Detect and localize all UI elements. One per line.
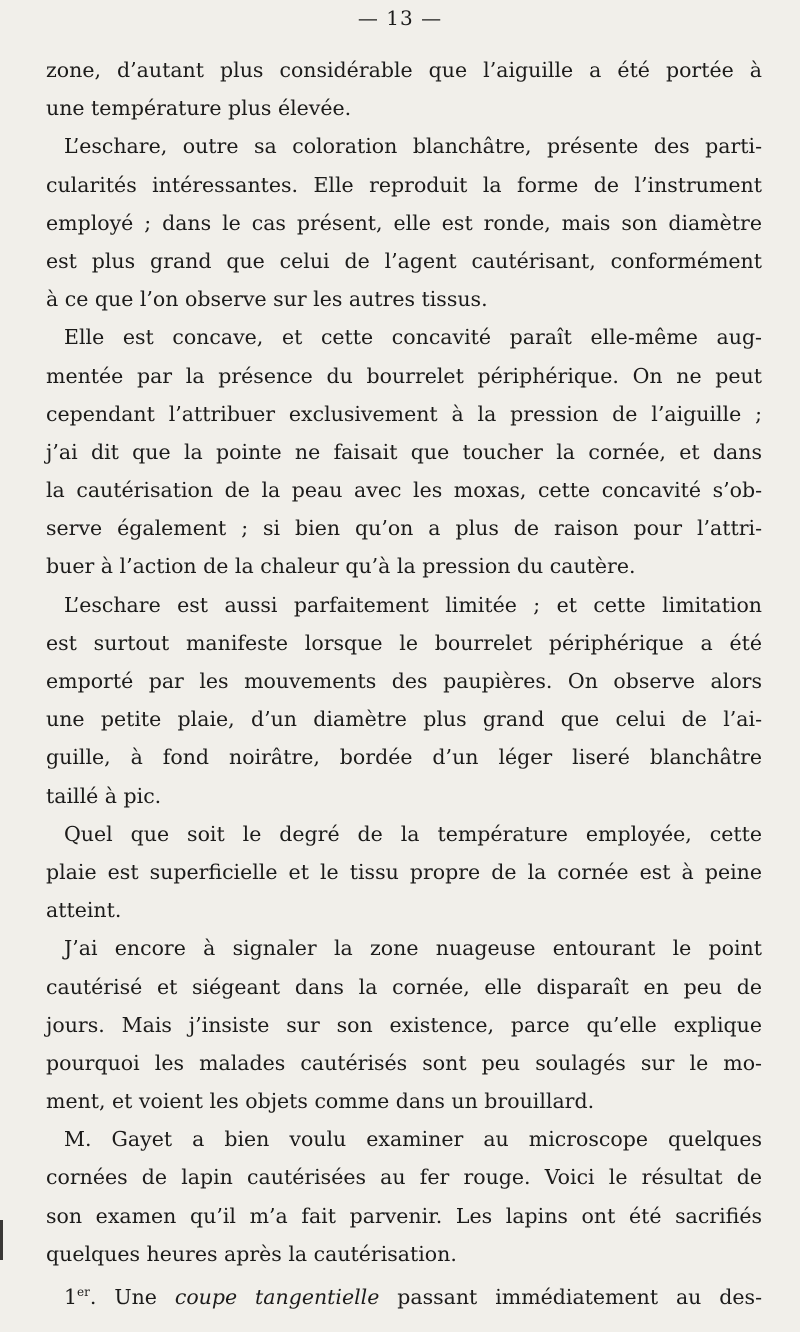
text-line: une température plus élevée. xyxy=(46,96,352,121)
text-line: cularités intéressantes. Elle reproduit la forme de l’instrument xyxy=(46,172,762,197)
text-line: buer à l’action de la chaleur qu’à la pression du cautère. xyxy=(46,554,636,579)
list-number: 1 xyxy=(64,1285,78,1309)
text-line: à ce que l’on observe sur les autres tissus. xyxy=(46,287,488,312)
last-line-text-after: passant immédiatement au des- xyxy=(379,1285,762,1309)
text-line: cornées de lapin cautérisées au fer rouge. Voici le résultat de xyxy=(46,1165,762,1190)
text-line: employé ; dans le cas présent, elle est ronde, mais son diamètre xyxy=(46,210,762,235)
body-text xyxy=(46,51,762,1311)
last-line-text-before: Une xyxy=(114,1285,175,1309)
text-line: pourquoi les malades cautérisés sont peu soulagés sur le mo- xyxy=(46,1050,762,1075)
text-line: jours. Mais j’insiste sur son existence, parce qu’elle explique xyxy=(46,1012,762,1037)
text-line: quelques heures après la cautérisation. xyxy=(46,1241,457,1266)
text-line: j’ai dit que la pointe ne faisait que toucher la cornée, et dans xyxy=(46,439,762,464)
text-line: emporté par les mouvements des paupières. On observe alors xyxy=(46,669,762,693)
text-line: taillé à pic. xyxy=(46,783,162,808)
text-line: plaie est superficielle et le tissu propre de la cornée est à peine xyxy=(46,859,762,884)
italic-term: coupe tangentielle xyxy=(174,1285,380,1309)
text-line: serve également ; si bien qu’on a plus de raison pour l’attri- xyxy=(46,516,762,541)
text-line: ment, et voient les objets comme dans un brouillard. xyxy=(46,1089,595,1114)
paragraph-start-line: J’ai encore à signaler la zone nuageuse entourant le point xyxy=(64,936,762,961)
text-line: une petite plaie, d’un diamètre plus grand que celui de l’ai- xyxy=(46,707,762,732)
text-line: atteint. xyxy=(46,898,122,923)
page-number: — 13 — xyxy=(357,6,443,30)
list-number-period: . xyxy=(89,1285,115,1309)
text-line: la cautérisation de la peau avec les moxas, cette concavité s’ob- xyxy=(46,478,762,503)
paragraph-start-line: M. Gayet a bien voulu examiner au microscope quelques xyxy=(64,1127,762,1152)
paragraph-start-line: Elle est concave, et cette concavité paraît elle-même aug- xyxy=(64,325,762,350)
text-line: est plus grand que celui de l’agent cautérisant, conformément xyxy=(46,248,762,273)
paragraph-start-line: L’eschare, outre sa coloration blanchâtre, présente des parti- xyxy=(64,134,762,159)
text-line: zone, d’autant plus considérable que l’aiguille a été portée à xyxy=(46,58,762,82)
ordinal-superscript: er xyxy=(77,1285,90,1299)
text-line: cependant l’attribuer exclusivement à la pression de l’aiguille ; xyxy=(46,401,762,426)
text-line: cautérisé et siégeant dans la cornée, elle disparaît en peu de xyxy=(46,974,762,999)
last-line xyxy=(46,1273,762,1311)
paragraph-start-line: L’eschare est aussi parfaitement limitée ; et cette limitation xyxy=(64,592,762,617)
page-edge-mark xyxy=(0,1220,3,1260)
paragraph-start-line: Quel que soit le degré de la température employée, cette xyxy=(64,821,762,846)
text-line: est surtout manifeste lorsque le bourrelet périphérique a été xyxy=(46,630,762,655)
text-line: mentée par la présence du bourrelet périphérique. On ne peut xyxy=(46,363,762,388)
text-line: guille, à fond noirâtre, bordée d’un léger liseré blanchâtre xyxy=(46,745,762,770)
text-line: son examen qu’il m’a fait parvenir. Les lapins ont été sacrifiés xyxy=(46,1203,762,1228)
